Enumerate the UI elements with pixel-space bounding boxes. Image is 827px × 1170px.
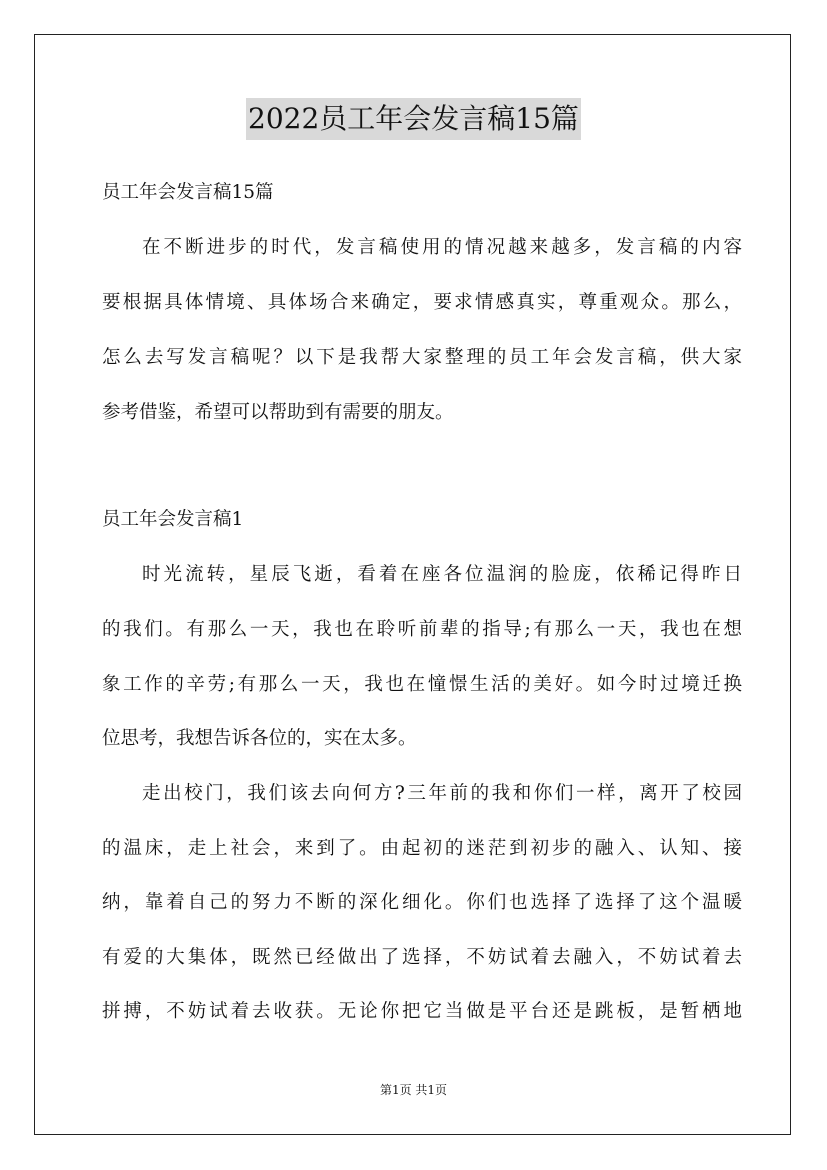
intro-line-4: 参考借鉴，希望可以帮助到有需要的朋友。 [102,402,454,423]
para2-line-4: 有爱的大集体，既然已经做出了选择，不妨试着去融入，不妨试着去 [102,947,742,968]
document-title: 2022员工年会发言稿15篇 [246,98,581,140]
para1-line-1: 时光流转，星辰飞逝，看着在座各位温润的脸庞，依稀记得昨日 [142,564,742,585]
intro-line-2: 要根据具体情境、具体场合来确定，要求情感真实，尊重观众。那么， [102,292,742,313]
page-footer: 第1页 共1页 [379,1083,448,1097]
document-subtitle: 员工年会发言稿15篇 [102,182,274,203]
para2-line-5: 拼搏，不妨试着去收获。无论你把它当做是平台还是跳板，是暂栖地 [102,1001,742,1022]
para1-line-3: 象工作的辛劳;有那么一天，我也在憧憬生活的美好。如今时过境迁换 [102,674,742,695]
section-heading: 员工年会发言稿1 [102,509,244,530]
para1-line-2: 的我们。有那么一天，我也在聆听前辈的指导;有那么一天，我也在想 [102,619,742,640]
intro-line-1: 在不断进步的时代，发言稿使用的情况越来越多，发言稿的内容 [142,237,742,258]
para1-line-4: 位思考，我想告诉各位的，实在太多。 [102,728,417,749]
title-container [0,98,827,140]
para2-line-1: 走出校门，我们该去向何方?三年前的我和你们一样，离开了校园 [142,783,742,804]
intro-line-3: 怎么去写发言稿呢？以下是我帮大家整理的员工年会发言稿，供大家 [102,347,742,368]
para2-line-3: 纳，靠着自己的努力不断的深化细化。你们也选择了选择了这个温暖 [102,892,742,913]
para2-line-2: 的温床，走上社会，来到了。由起初的迷茫到初步的融入、认知、接 [102,838,742,859]
